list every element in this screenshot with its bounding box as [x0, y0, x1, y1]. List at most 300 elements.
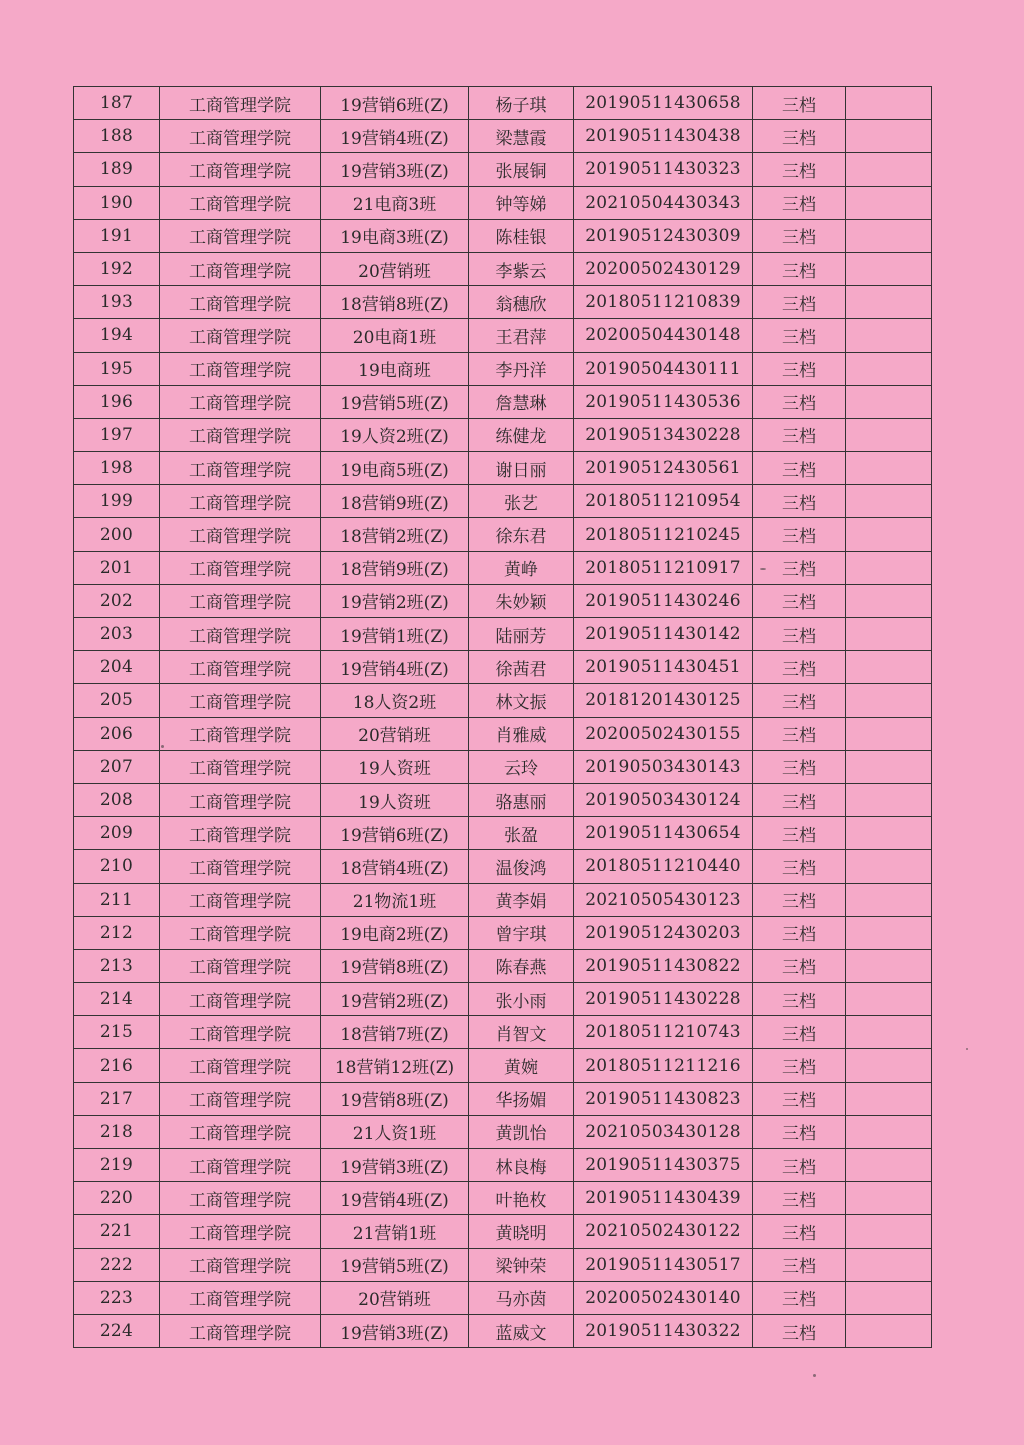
student-name: 徐茜君: [469, 651, 574, 684]
tier-cell: 三档: [753, 252, 846, 285]
row-number: 222: [74, 1248, 160, 1281]
scan-speck: [966, 1048, 968, 1050]
tier-cell: 三档: [753, 186, 846, 219]
student-name: 徐东君: [469, 518, 574, 551]
row-number: 207: [74, 750, 160, 783]
remarks-cell: [846, 651, 932, 684]
tier-cell: 三档: [753, 817, 846, 850]
college-cell: 工商管理学院: [160, 1281, 321, 1314]
class-cell: 19营销5班(Z): [321, 385, 469, 418]
remarks-cell: [846, 1115, 932, 1148]
tier-cell: 三档: [753, 584, 846, 617]
class-cell: 21营销1班: [321, 1215, 469, 1248]
row-number: 214: [74, 983, 160, 1016]
row-number: 195: [74, 352, 160, 385]
row-number: 189: [74, 153, 160, 186]
remarks-cell: [846, 385, 932, 418]
table-row: [74, 1248, 932, 1281]
student-name: 马亦茵: [469, 1281, 574, 1314]
student-id: 20190504430111: [574, 352, 753, 385]
tier-cell: 三档: [753, 551, 846, 584]
class-cell: 19营销6班(Z): [321, 87, 469, 120]
student-roster-table: [73, 86, 932, 1348]
remarks-cell: [846, 418, 932, 451]
student-name: 谢日丽: [469, 452, 574, 485]
row-number: 223: [74, 1281, 160, 1314]
college-cell: 工商管理学院: [160, 551, 321, 584]
college-cell: 工商管理学院: [160, 286, 321, 319]
student-id: 20190511430654: [574, 817, 753, 850]
class-cell: 19电商班: [321, 352, 469, 385]
row-number: 215: [74, 1016, 160, 1049]
student-id: 20190511430823: [574, 1082, 753, 1115]
class-cell: 19电商3班(Z): [321, 219, 469, 252]
student-id: 20210503430128: [574, 1115, 753, 1148]
class-cell: 19营销3班(Z): [321, 1149, 469, 1182]
remarks-cell: [846, 618, 932, 651]
table-row: [74, 551, 932, 584]
student-name: 王君萍: [469, 319, 574, 352]
tier-cell: 三档: [753, 1016, 846, 1049]
class-cell: 19营销3班(Z): [321, 153, 469, 186]
college-cell: 工商管理学院: [160, 452, 321, 485]
student-name: 张盈: [469, 817, 574, 850]
college-cell: 工商管理学院: [160, 120, 321, 153]
student-name: 黄凯怡: [469, 1115, 574, 1148]
student-id: 20190511430451: [574, 651, 753, 684]
college-cell: 工商管理学院: [160, 850, 321, 883]
row-number: 191: [74, 219, 160, 252]
table-row: [74, 518, 932, 551]
college-cell: 工商管理学院: [160, 584, 321, 617]
student-id: 20190512430309: [574, 219, 753, 252]
student-id: 20180511210245: [574, 518, 753, 551]
student-name: 陈桂银: [469, 219, 574, 252]
college-cell: 工商管理学院: [160, 817, 321, 850]
table-row: [74, 850, 932, 883]
student-name: 黄峥: [469, 551, 574, 584]
student-name: 陈春燕: [469, 949, 574, 982]
college-cell: 工商管理学院: [160, 1182, 321, 1215]
remarks-cell: [846, 817, 932, 850]
row-number: 192: [74, 252, 160, 285]
table-row: [74, 186, 932, 219]
row-number: 194: [74, 319, 160, 352]
remarks-cell: [846, 1049, 932, 1082]
student-id: 20181201430125: [574, 684, 753, 717]
class-cell: 19营销3班(Z): [321, 1314, 469, 1347]
tier-cell: 三档: [753, 219, 846, 252]
class-cell: 19电商5班(Z): [321, 452, 469, 485]
table-row: [74, 352, 932, 385]
college-cell: 工商管理学院: [160, 1248, 321, 1281]
student-id: 20180511210917: [574, 551, 753, 584]
table-row: [74, 319, 932, 352]
college-cell: 工商管理学院: [160, 618, 321, 651]
student-name: 朱妙颖: [469, 584, 574, 617]
student-id: 20190511430438: [574, 120, 753, 153]
table-row: [74, 1115, 932, 1148]
remarks-cell: [846, 252, 932, 285]
student-name: 蓝威文: [469, 1314, 574, 1347]
class-cell: 21物流1班: [321, 883, 469, 916]
student-id: 20190511430246: [574, 584, 753, 617]
student-id: 20200502430140: [574, 1281, 753, 1314]
student-id: 20190511430536: [574, 385, 753, 418]
college-cell: 工商管理学院: [160, 717, 321, 750]
remarks-cell: [846, 153, 932, 186]
table-row: [74, 120, 932, 153]
student-id: 20210504430343: [574, 186, 753, 219]
table-row: [74, 252, 932, 285]
class-cell: 19营销4班(Z): [321, 1182, 469, 1215]
student-name: 林文振: [469, 684, 574, 717]
college-cell: 工商管理学院: [160, 883, 321, 916]
scan-speck: [161, 745, 164, 748]
remarks-cell: [846, 1248, 932, 1281]
table-row: [74, 286, 932, 319]
college-cell: 工商管理学院: [160, 1049, 321, 1082]
remarks-cell: [846, 452, 932, 485]
row-number: 188: [74, 120, 160, 153]
college-cell: 工商管理学院: [160, 219, 321, 252]
tier-cell: 三档: [753, 418, 846, 451]
tier-cell: 三档: [753, 651, 846, 684]
class-cell: 18营销9班(Z): [321, 485, 469, 518]
class-cell: 19人资2班(Z): [321, 418, 469, 451]
table-row: [74, 750, 932, 783]
student-name: 梁慧霞: [469, 120, 574, 153]
row-number: 197: [74, 418, 160, 451]
tier-cell: 三档: [753, 850, 846, 883]
row-number: 200: [74, 518, 160, 551]
roster-body: [74, 87, 932, 1348]
tier-cell: 三档: [753, 518, 846, 551]
class-cell: 18营销9班(Z): [321, 551, 469, 584]
college-cell: 工商管理学院: [160, 916, 321, 949]
tier-cell: 三档: [753, 286, 846, 319]
student-id: 20190503430143: [574, 750, 753, 783]
student-name: 张小雨: [469, 983, 574, 1016]
table-row: [74, 418, 932, 451]
table-row: [74, 817, 932, 850]
class-cell: 20营销班: [321, 717, 469, 750]
class-cell: 19营销8班(Z): [321, 1082, 469, 1115]
class-cell: 19营销2班(Z): [321, 983, 469, 1016]
class-cell: 19营销8班(Z): [321, 949, 469, 982]
remarks-cell: [846, 518, 932, 551]
student-name: 黄李娟: [469, 883, 574, 916]
college-cell: 工商管理学院: [160, 750, 321, 783]
tier-cell: 三档: [753, 385, 846, 418]
remarks-cell: [846, 319, 932, 352]
student-id: 20190511430822: [574, 949, 753, 982]
table-row: [74, 983, 932, 1016]
student-id: 20190511430228: [574, 983, 753, 1016]
student-name: 肖雅威: [469, 717, 574, 750]
class-cell: 19营销4班(Z): [321, 120, 469, 153]
college-cell: 工商管理学院: [160, 983, 321, 1016]
college-cell: 工商管理学院: [160, 949, 321, 982]
student-name: 陆丽芳: [469, 618, 574, 651]
tier-cell: 三档: [753, 883, 846, 916]
class-cell: 18营销7班(Z): [321, 1016, 469, 1049]
tier-cell: 三档: [753, 1182, 846, 1215]
remarks-cell: [846, 983, 932, 1016]
tier-cell: 三档: [753, 1082, 846, 1115]
student-name: 詹慧琳: [469, 385, 574, 418]
student-id: 20190513430228: [574, 418, 753, 451]
student-name: 李紫云: [469, 252, 574, 285]
student-name: 李丹洋: [469, 352, 574, 385]
college-cell: 工商管理学院: [160, 385, 321, 418]
student-id: 20180511210839: [574, 286, 753, 319]
student-id: 20190511430517: [574, 1248, 753, 1281]
student-id: 20190511430439: [574, 1182, 753, 1215]
tier-cell: 三档: [753, 352, 846, 385]
row-number: 202: [74, 584, 160, 617]
student-name: 张展铜: [469, 153, 574, 186]
remarks-cell: [846, 1016, 932, 1049]
college-cell: 工商管理学院: [160, 87, 321, 120]
table-row: [74, 219, 932, 252]
tier-cell: 三档: [753, 319, 846, 352]
table-row: [74, 618, 932, 651]
college-cell: 工商管理学院: [160, 1115, 321, 1148]
student-name: 钟等娣: [469, 186, 574, 219]
student-id: 20190511430322: [574, 1314, 753, 1347]
college-cell: 工商管理学院: [160, 485, 321, 518]
row-number: 203: [74, 618, 160, 651]
class-cell: 19营销4班(Z): [321, 651, 469, 684]
table-row: [74, 684, 932, 717]
student-id: 20180511211216: [574, 1049, 753, 1082]
row-number: 216: [74, 1049, 160, 1082]
row-number: 198: [74, 452, 160, 485]
college-cell: 工商管理学院: [160, 1016, 321, 1049]
class-cell: 21人资1班: [321, 1115, 469, 1148]
row-number: 213: [74, 949, 160, 982]
class-cell: 19营销5班(Z): [321, 1248, 469, 1281]
tier-cell: 三档: [753, 1049, 846, 1082]
scan-speck: [760, 568, 766, 570]
row-number: 201: [74, 551, 160, 584]
tier-cell: 三档: [753, 618, 846, 651]
tier-cell: 三档: [753, 1215, 846, 1248]
student-name: 梁钟荣: [469, 1248, 574, 1281]
class-cell: 18营销8班(Z): [321, 286, 469, 319]
table-row: [74, 485, 932, 518]
student-name: 叶艳枚: [469, 1182, 574, 1215]
remarks-cell: [846, 1314, 932, 1347]
row-number: 208: [74, 783, 160, 816]
tier-cell: 三档: [753, 684, 846, 717]
student-name: 云玲: [469, 750, 574, 783]
remarks-cell: [846, 352, 932, 385]
table-row: [74, 883, 932, 916]
college-cell: 工商管理学院: [160, 352, 321, 385]
row-number: 210: [74, 850, 160, 883]
scan-speck: [813, 1374, 816, 1377]
college-cell: 工商管理学院: [160, 153, 321, 186]
student-id: 20190512430203: [574, 916, 753, 949]
college-cell: 工商管理学院: [160, 1149, 321, 1182]
table-row: [74, 717, 932, 750]
class-cell: 20营销班: [321, 252, 469, 285]
student-id: 20190503430124: [574, 783, 753, 816]
class-cell: 19电商2班(Z): [321, 916, 469, 949]
college-cell: 工商管理学院: [160, 1215, 321, 1248]
remarks-cell: [846, 1215, 932, 1248]
table-row: [74, 452, 932, 485]
class-cell: 18营销12班(Z): [321, 1049, 469, 1082]
remarks-cell: [846, 1182, 932, 1215]
college-cell: 工商管理学院: [160, 418, 321, 451]
table-row: [74, 1016, 932, 1049]
row-number: 193: [74, 286, 160, 319]
tier-cell: 三档: [753, 949, 846, 982]
class-cell: 19人资班: [321, 750, 469, 783]
student-id: 20190511430658: [574, 87, 753, 120]
student-id: 20190512430561: [574, 452, 753, 485]
class-cell: 19人资班: [321, 783, 469, 816]
student-name: 肖智文: [469, 1016, 574, 1049]
remarks-cell: [846, 916, 932, 949]
row-number: 204: [74, 651, 160, 684]
tier-cell: 三档: [753, 120, 846, 153]
tier-cell: 三档: [753, 1281, 846, 1314]
class-cell: 18人资2班: [321, 684, 469, 717]
remarks-cell: [846, 949, 932, 982]
row-number: 211: [74, 883, 160, 916]
student-name: 骆惠丽: [469, 783, 574, 816]
table-row: [74, 1182, 932, 1215]
remarks-cell: [846, 1082, 932, 1115]
tier-cell: 三档: [753, 153, 846, 186]
table-row: [74, 916, 932, 949]
row-number: 196: [74, 385, 160, 418]
remarks-cell: [846, 551, 932, 584]
student-name: 华扬媚: [469, 1082, 574, 1115]
class-cell: 19营销6班(Z): [321, 817, 469, 850]
row-number: 209: [74, 817, 160, 850]
student-name: 林良梅: [469, 1149, 574, 1182]
remarks-cell: [846, 219, 932, 252]
row-number: 199: [74, 485, 160, 518]
row-number: 219: [74, 1149, 160, 1182]
table-row: [74, 87, 932, 120]
remarks-cell: [846, 750, 932, 783]
class-cell: 18营销4班(Z): [321, 850, 469, 883]
student-id: 20200502430129: [574, 252, 753, 285]
remarks-cell: [846, 717, 932, 750]
remarks-cell: [846, 120, 932, 153]
class-cell: 19营销1班(Z): [321, 618, 469, 651]
tier-cell: 三档: [753, 750, 846, 783]
student-name: 翁穗欣: [469, 286, 574, 319]
table-row: [74, 1281, 932, 1314]
table-row: [74, 1082, 932, 1115]
student-id: 20180511210440: [574, 850, 753, 883]
table-row: [74, 1215, 932, 1248]
tier-cell: 三档: [753, 485, 846, 518]
class-cell: 20电商1班: [321, 319, 469, 352]
student-name: 黄婉: [469, 1049, 574, 1082]
row-number: 217: [74, 1082, 160, 1115]
remarks-cell: [846, 485, 932, 518]
table-row: [74, 1314, 932, 1347]
table-row: [74, 584, 932, 617]
class-cell: 21电商3班: [321, 186, 469, 219]
row-number: 218: [74, 1115, 160, 1148]
table-row: [74, 385, 932, 418]
class-cell: 19营销2班(Z): [321, 584, 469, 617]
tier-cell: 三档: [753, 452, 846, 485]
remarks-cell: [846, 783, 932, 816]
student-name: 温俊鸿: [469, 850, 574, 883]
row-number: 206: [74, 717, 160, 750]
row-number: 224: [74, 1314, 160, 1347]
table-row: [74, 783, 932, 816]
student-id: 20210505430123: [574, 883, 753, 916]
remarks-cell: [846, 883, 932, 916]
student-name: 张艺: [469, 485, 574, 518]
row-number: 190: [74, 186, 160, 219]
tier-cell: 三档: [753, 783, 846, 816]
class-cell: 18营销2班(Z): [321, 518, 469, 551]
college-cell: 工商管理学院: [160, 684, 321, 717]
remarks-cell: [846, 584, 932, 617]
class-cell: 20营销班: [321, 1281, 469, 1314]
student-name: 杨子琪: [469, 87, 574, 120]
student-id: 20190511430323: [574, 153, 753, 186]
tier-cell: 三档: [753, 1115, 846, 1148]
remarks-cell: [846, 684, 932, 717]
student-name: 黄晓明: [469, 1215, 574, 1248]
student-id: 20190511430375: [574, 1149, 753, 1182]
row-number: 187: [74, 87, 160, 120]
college-cell: 工商管理学院: [160, 783, 321, 816]
remarks-cell: [846, 1149, 932, 1182]
student-id: 20190511430142: [574, 618, 753, 651]
student-name: 曾宇琪: [469, 916, 574, 949]
remarks-cell: [846, 850, 932, 883]
student-id: 20200504430148: [574, 319, 753, 352]
college-cell: 工商管理学院: [160, 1314, 321, 1347]
tier-cell: 三档: [753, 717, 846, 750]
tier-cell: 三档: [753, 1149, 846, 1182]
tier-cell: 三档: [753, 1248, 846, 1281]
college-cell: 工商管理学院: [160, 252, 321, 285]
table-row: [74, 949, 932, 982]
table-row: [74, 153, 932, 186]
student-id: 20180511210743: [574, 1016, 753, 1049]
tier-cell: 三档: [753, 916, 846, 949]
college-cell: 工商管理学院: [160, 651, 321, 684]
tier-cell: 三档: [753, 1314, 846, 1347]
table-row: [74, 1049, 932, 1082]
student-id: 20200502430155: [574, 717, 753, 750]
row-number: 212: [74, 916, 160, 949]
student-name: 练健龙: [469, 418, 574, 451]
college-cell: 工商管理学院: [160, 1082, 321, 1115]
remarks-cell: [846, 1281, 932, 1314]
remarks-cell: [846, 87, 932, 120]
remarks-cell: [846, 186, 932, 219]
college-cell: 工商管理学院: [160, 186, 321, 219]
remarks-cell: [846, 286, 932, 319]
tier-cell: 三档: [753, 87, 846, 120]
